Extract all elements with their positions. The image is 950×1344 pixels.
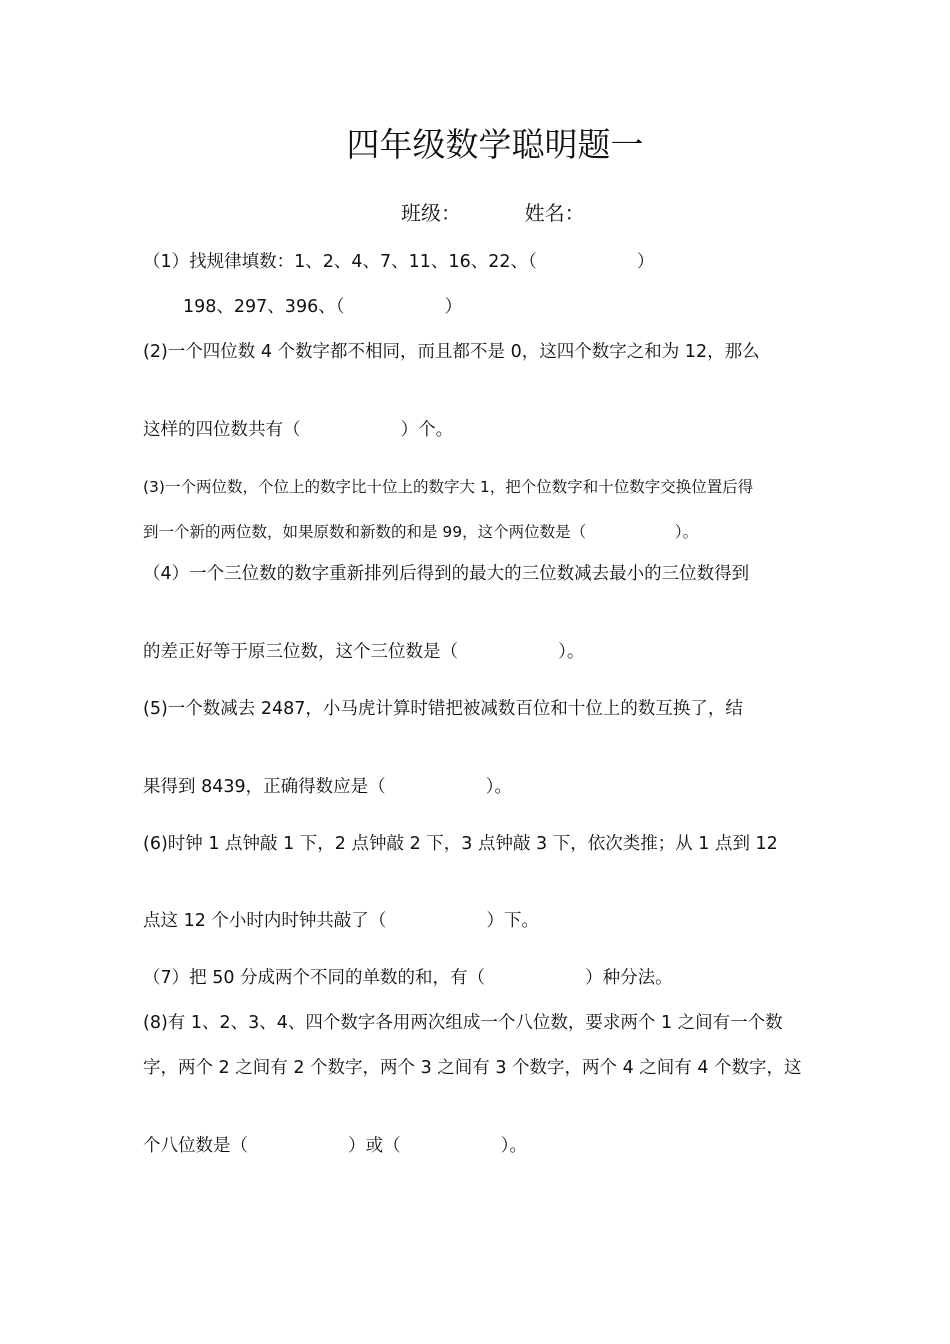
- question-6-line-1: (6)时钟 1 点钟敲 1 下，2 点钟敲 2 下，3 点钟敲 3 下，依次类推；从 1 点到 12: [143, 834, 778, 854]
- page-title: 四年级数学聪明题一: [346, 125, 644, 164]
- question-3-line-1: (3)一个两位数，个位上的数字比十位上的数字大 1，把个位数字和十位数字交换位置后得: [143, 478, 754, 496]
- question-1-line-1: （1）找规律填数：1、2、4、7、11、16、22、（ ）: [143, 252, 655, 272]
- question-8-line-3: 个八位数是（ ）或（ ）。: [143, 1136, 528, 1156]
- question-4-line-1: （4）一个三位数的数字重新排列后得到的最大的三位数减去最小的三位数得到: [143, 564, 750, 584]
- question-8-line-1: (8)有 1、2、3、4、四个数字各用两次组成一个八位数，要求两个 1 之间有一个数: [143, 1013, 783, 1033]
- question-5-line-1: (5)一个数减去 2487，小马虎计算时错把被减数百位和十位上的数互换了，结: [143, 699, 743, 719]
- question-3-line-2: 到一个新的两位数，如果原数和新数的和是 99，这个两位数是（ ）。: [143, 523, 699, 541]
- question-4-line-2: 的差正好等于原三位数，这个三位数是（ ）。: [143, 642, 585, 662]
- question-2-line-2: 这样的四位数共有（ ）个。: [143, 420, 454, 440]
- class-name-line: 班级： 姓名：: [401, 201, 585, 225]
- question-2-line-1: (2)一个四位数 4 个数字都不相同，而且都不是 0，这四个数字之和为 12，那么: [143, 342, 760, 362]
- question-8-line-2: 字，两个 2 之间有 2 个数字，两个 3 之间有 3 个数字，两个 4 之间有 4 个数字，这: [143, 1058, 802, 1078]
- question-1-line-2: 198、297、396、（ ）: [183, 297, 463, 317]
- question-5-line-2: 果得到 8439，正确得数应是（ ）。: [143, 777, 512, 797]
- question-7: （7）把 50 分成两个不同的单数的和，有（ ）种分法。: [143, 968, 673, 988]
- question-6-line-2: 点这 12 个小时内时钟共敲了（ ）下。: [143, 911, 540, 931]
